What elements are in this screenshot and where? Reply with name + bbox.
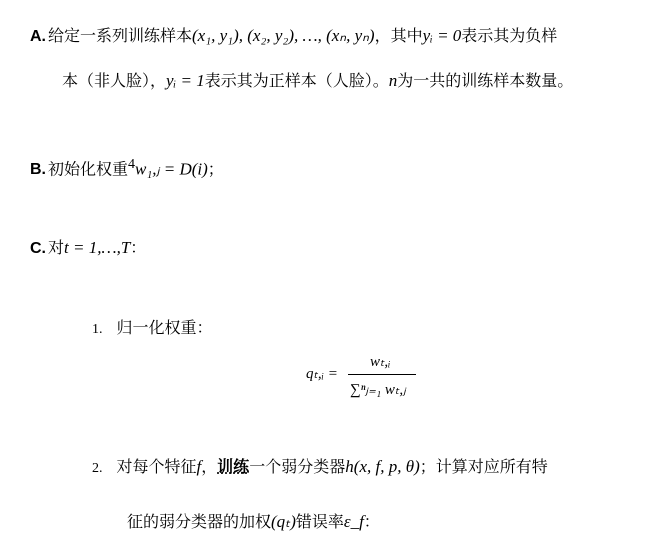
step-2-line-2 [127,512,380,532]
item-c-loop-math: t = 1,…,T [64,238,131,257]
item-a-text: ，其中 [374,26,423,45]
item-c-text: ： [130,238,147,257]
item-b-text: 初始化权重 [48,159,129,179]
step-2-error-math: ε_f [343,512,364,531]
step-2-text: 一个弱分类器 [249,457,346,476]
step-2-text: 征的弱分类器的加权 [127,512,272,531]
step-2-classifier-math: h(x, f, p, θ) [345,457,420,476]
formula-numerator: wₜ,ᵢ [370,354,391,370]
formula-lhs: qₜ,ᵢ = [306,366,338,382]
item-c-text: 对 [48,238,65,257]
step-1-line [92,318,213,340]
normalization-formula [306,352,436,408]
item-a-text: 表示其为负样 [461,26,558,45]
footnote-ref: 4 [128,157,136,172]
item-b-weight-math: w₁,ⱼ = D(i) [135,159,208,179]
fraction-bar [348,374,416,375]
item-b-label: B. [30,161,46,179]
step-2-emphasis-text: 训练 [217,457,250,476]
item-b-line [30,155,224,180]
step-2-text: 对每个特征 [116,457,197,476]
item-a-n-math: n [388,71,398,90]
step-2-weight-math: (qₜ) [271,512,296,531]
step-2-feature-math: f [196,457,202,476]
item-a-line-2 [62,71,573,91]
step-1-text: 归一化权重： [116,318,213,337]
step-2-number: 2. [92,461,103,476]
item-a-text: 表示其为正样本（人脸）。 [204,71,389,90]
step-2-text: ： [363,512,380,531]
item-a-negative-math: yᵢ = 0 [422,26,462,45]
item-a-line-1 [30,26,557,47]
item-c-label: C. [30,240,46,257]
item-b-text: ； [207,159,224,179]
item-a-text: 给定一系列训练样本 [48,26,193,45]
item-a-positive-math: yᵢ = 1 [166,71,205,90]
step-1-number: 1. [92,322,103,337]
item-a-text: 本（非人脸）， [62,71,167,90]
step-2-text: ；计算对应所有特 [419,457,548,476]
item-c-line [30,238,146,259]
step-2-text: 错误率 [295,512,344,531]
formula-denominator: ∑ⁿⱼ₌₁ wₜ,ⱼ [350,382,406,398]
item-a-label: A. [30,28,46,45]
step-2-line-1 [92,457,548,479]
item-a-text: 为一共的训练样本数量。 [397,71,574,90]
item-a-samples-math: (x₁, y₁), (x₂, y₂), …, (xₙ, yₙ) [192,26,375,45]
step-2-text: ， [201,457,218,476]
